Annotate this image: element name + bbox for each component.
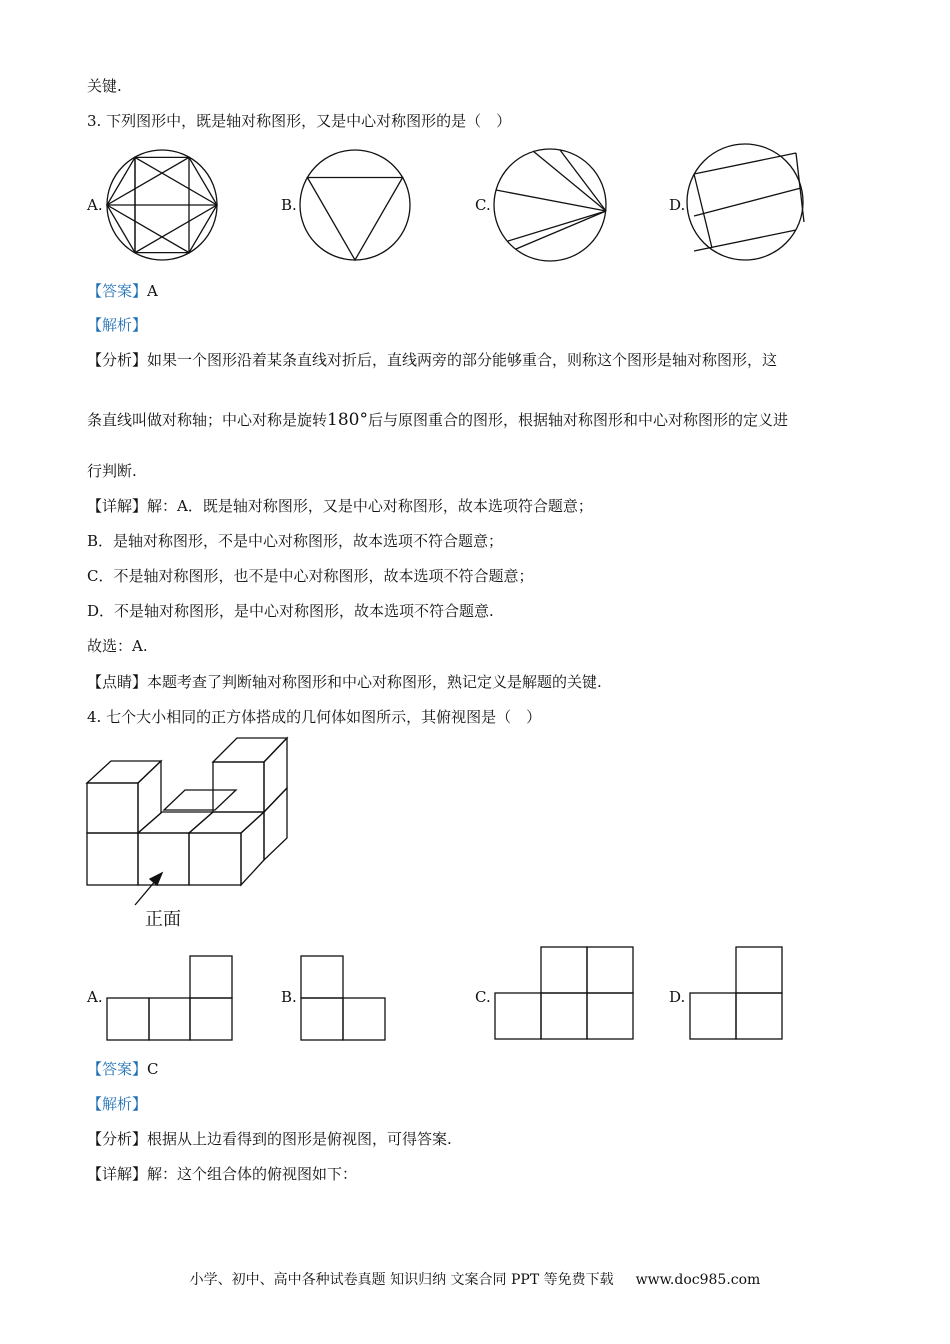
q3-option-d-figure	[683, 140, 813, 265]
q3-answer	[87, 281, 158, 301]
q3-stem: 3. 下列图形中，既是轴对称图形，又是中心对称图形的是（ ）	[87, 112, 512, 130]
q3-fenxi-line1	[87, 350, 777, 370]
fenxi-text: 根据从上边看得到的图形是俯视图，可得答案.	[147, 1130, 452, 1148]
q4-option-c-figure	[494, 946, 636, 1042]
fenxi-text-2b: 后与原图重合的图形，根据轴对称图形和中心对称图形的定义进	[367, 411, 788, 429]
q3-option-a-label: A.	[87, 196, 103, 214]
fenxi-text-2a: 条直线叫做对称轴；中心对称是旋转	[87, 411, 328, 429]
q3-answer-value: A	[147, 282, 158, 300]
xiangjie-a-text: 解：A．既是轴对称图形，又是中心对称图形，故本选项符合题意；	[147, 497, 593, 515]
angle-180: 180°	[327, 410, 368, 430]
q4-fenxi	[87, 1129, 452, 1149]
q4-answer	[87, 1059, 159, 1079]
front-view-label: 正面	[145, 909, 181, 930]
footer-text: 小学、初中、高中各种试卷真题 知识归纳 文案合同 PPT 等免费下载	[189, 1272, 614, 1288]
xiangjie-tag: 【详解】	[87, 497, 148, 515]
top-fragment: 关键.	[87, 77, 122, 95]
q3-dianjing	[87, 672, 602, 692]
q4-xiangjie	[87, 1164, 357, 1184]
xiangjie-text: 解：这个组合体的俯视图如下：	[147, 1165, 358, 1183]
q3-fenxi-line3: 行判断.	[87, 462, 137, 480]
page-footer	[0, 1270, 950, 1290]
q3-choose: 故选：A.	[87, 637, 148, 655]
xiangjie-tag: 【详解】	[87, 1165, 148, 1183]
q4-option-c-label: C.	[475, 988, 491, 1006]
q4-cube-assembly-figure	[80, 730, 300, 915]
q4-answer-value: C	[147, 1060, 159, 1078]
dianjing-text: 本题考查了判断轴对称图形和中心对称图形，熟记定义是解题的关键.	[147, 673, 602, 691]
q4-option-a-label: A.	[87, 988, 103, 1006]
q3-option-a-figure	[100, 145, 230, 265]
q3-analysis-tag: 【解析】	[87, 316, 148, 334]
q4-option-a-figure	[106, 955, 236, 1043]
q3-option-c-label: C.	[475, 196, 491, 214]
q4-option-b-label: B.	[281, 988, 297, 1006]
q4-option-d-figure	[689, 946, 787, 1042]
q4-stem: 4. 七个大小相同的正方体搭成的几何体如图所示，其俯视图是（ ）	[87, 708, 542, 726]
answer-tag: 【答案】	[87, 282, 148, 300]
dianjing-tag: 【点睛】	[87, 673, 148, 691]
fenxi-tag: 【分析】	[87, 1130, 148, 1148]
q3-line-c: C．不是轴对称图形，也不是中心对称图形，故本选项不符合题意；	[87, 567, 534, 585]
q3-option-c-figure	[488, 145, 618, 265]
q3-fenxi-line2	[87, 410, 788, 430]
q3-option-b-label: B.	[281, 196, 297, 214]
q4-analysis-tag: 【解析】	[87, 1095, 148, 1113]
q3-line-d: D．不是轴对称图形，是中心对称图形，故本选项不符合题意.	[87, 602, 494, 620]
q3-line-b: B．是轴对称图形，不是中心对称图形，故本选项不符合题意；	[87, 532, 504, 550]
q3-xiangjie-a	[87, 496, 593, 516]
fenxi-text-1: 如果一个图形沿着某条直线对折后，直线两旁的部分能够重合，则称这个图形是轴对称图形，这	[147, 351, 778, 369]
fenxi-tag: 【分析】	[87, 351, 148, 369]
q4-option-d-label: D.	[669, 988, 686, 1006]
footer-url[interactable]: www.doc985.com	[635, 1272, 761, 1288]
q3-option-d-label: D.	[669, 196, 686, 214]
q3-option-b-figure	[296, 145, 426, 265]
q4-option-b-figure	[300, 955, 390, 1043]
answer-tag: 【答案】	[87, 1060, 148, 1078]
